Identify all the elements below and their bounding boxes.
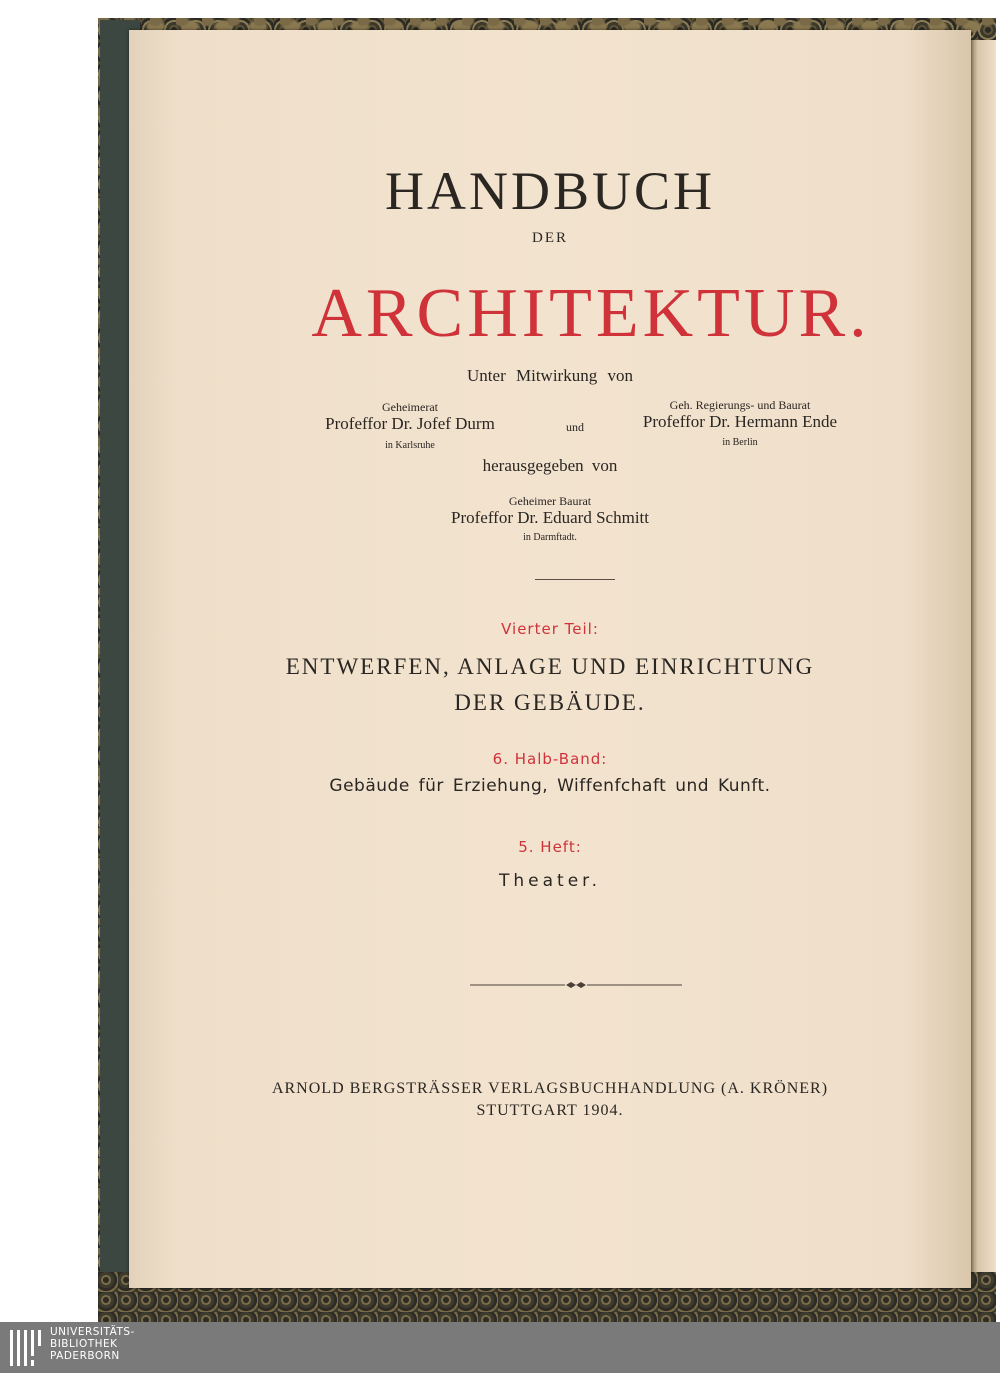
title-handbuch: HANDBUCH <box>384 161 716 221</box>
herausgegeben-line: herausgegeben von <box>482 456 618 475</box>
left-editor-name: Profeffor Dr. Jofef Durm <box>325 414 495 433</box>
part-label: Vierter Teil: <box>501 620 599 638</box>
heft-label: 5. Heft: <box>518 838 582 856</box>
left-editor-place: in Karlsruhe <box>385 440 435 451</box>
right-editor-rank: Geh. Regierungs- und Baurat <box>669 398 811 412</box>
title-architektur: ARCHITEKTUR. <box>311 275 871 352</box>
library-footer-bar <box>0 1322 1000 1373</box>
title-der: DER <box>532 230 568 246</box>
logo-line-1: UNIVERSITÄTS- <box>50 1326 135 1338</box>
logo-line-3: PADERBORN <box>50 1350 120 1362</box>
part-title-line2: DER GEBÄUDE. <box>454 690 646 715</box>
logo-line-2: BIBLIOTHEK <box>50 1338 118 1350</box>
city-year-line: STUTTGART 1904. <box>476 1102 624 1119</box>
library-logo-icon <box>8 1328 46 1368</box>
library-logo-text <box>50 1326 135 1362</box>
separator-rule <box>535 579 615 580</box>
halfband-title: Gebäude für Erziehung, Wiffenfchaft und Kunft. <box>329 776 771 796</box>
publisher-editor-name: Profeffor Dr. Eduard Schmitt <box>451 508 649 527</box>
ornament-rule <box>470 979 682 991</box>
publisher-line: ARNOLD BERGSTRÄSSER VERLAGSBUCHHANDLUNG (A. KRÖNER) <box>271 1080 829 1097</box>
left-editor-rank: Geheimerat <box>382 400 438 414</box>
heft-title: Theater. <box>499 871 601 891</box>
und-label: und <box>566 420 584 434</box>
mitwirkung-line: Unter Mitwirkung von <box>467 366 633 385</box>
next-page-edge <box>970 40 996 1280</box>
publisher-editor-place: in Darmftadt. <box>523 532 577 543</box>
right-editor-place: in Berlin <box>722 437 758 448</box>
part-title-line1: ENTWERFEN, ANLAGE UND EINRICHTUNG <box>285 654 815 679</box>
publisher-editor-rank: Geheimer Baurat <box>508 494 592 508</box>
halfband-label: 6. Halb-Band: <box>492 750 608 768</box>
right-editor-name: Profeffor Dr. Hermann Ende <box>642 412 838 431</box>
